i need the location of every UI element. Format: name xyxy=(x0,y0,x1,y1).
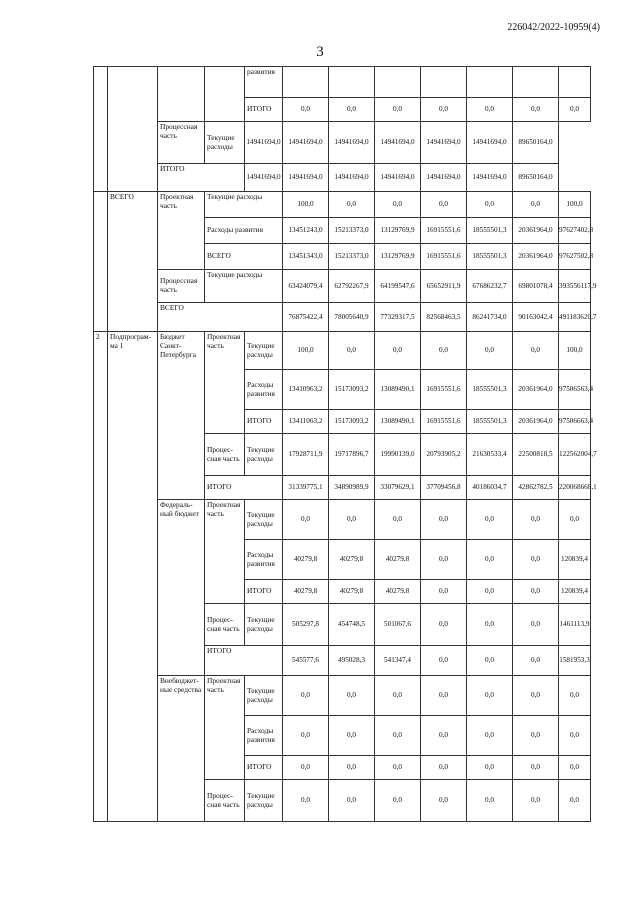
part-label: Процессная часть xyxy=(205,780,245,822)
value-cell: 0,0 xyxy=(513,780,559,822)
row-number: 2 xyxy=(94,332,108,822)
row-label: Текущие расходы xyxy=(245,332,283,370)
row-label: ИТОГО xyxy=(205,476,283,500)
value-cell: 0,0 xyxy=(421,716,467,756)
value-cell xyxy=(421,67,467,98)
cell-source-empty xyxy=(158,67,205,122)
value-cell: 0,0 xyxy=(467,780,513,822)
value-cell: 0,0 xyxy=(421,676,467,716)
value-cell: 13129769,9 xyxy=(375,218,421,244)
value-cell: 15213373,0 xyxy=(329,218,375,244)
value-cell: 13451343,0 xyxy=(283,244,329,270)
row-label: Текущие расходы xyxy=(245,780,283,822)
cell-num-empty xyxy=(94,67,108,192)
value-cell: 0,0 xyxy=(421,500,467,540)
value-cell: 65652911,9 xyxy=(421,270,467,303)
value-cell: 40279,8 xyxy=(329,540,375,580)
value-cell: 78005640,9 xyxy=(329,303,375,332)
value-cell: 14941694,0 xyxy=(245,122,283,164)
budget-table xyxy=(93,66,597,822)
page-number: 3 xyxy=(316,44,324,60)
part-label: Проектная часть xyxy=(158,192,205,270)
value-cell: 0,0 xyxy=(513,676,559,716)
value-cell: 40279,8 xyxy=(375,580,421,604)
value-cell: 454748,5 xyxy=(329,604,375,646)
value-cell: 0,0 xyxy=(467,500,513,540)
value-cell: 40186034,7 xyxy=(467,476,513,500)
value-cell: 0,0 xyxy=(375,192,421,218)
row-label: ИТОГО xyxy=(245,756,283,780)
value-cell: 120839,4 xyxy=(559,580,591,604)
program-label: Подпрограмма 1 xyxy=(108,332,158,822)
program-label: ВСЕГО xyxy=(108,192,158,332)
row-label: Текущие расходы xyxy=(205,122,245,164)
value-cell: 40279,8 xyxy=(329,580,375,604)
row-label: Текущие расходы xyxy=(205,270,283,303)
value-cell: 18555501,3 xyxy=(467,244,513,270)
value-cell: 122562004,7 xyxy=(559,434,591,476)
part-label: Процессная часть xyxy=(205,604,245,646)
value-cell: 64199547,6 xyxy=(375,270,421,303)
row-label: Текущие расходы xyxy=(245,604,283,646)
value-cell: 0,0 xyxy=(513,540,559,580)
part-label: Проектная часть xyxy=(205,332,245,434)
value-cell: 15173093,2 xyxy=(329,370,375,410)
value-cell: 18555501,3 xyxy=(467,410,513,434)
table-row xyxy=(94,67,591,98)
value-cell: 545577,6 xyxy=(283,646,329,676)
value-cell: 0,0 xyxy=(559,716,591,756)
value-cell: 0,0 xyxy=(283,676,329,716)
value-cell: 16915551,6 xyxy=(421,244,467,270)
value-cell xyxy=(513,67,559,98)
row-label: Текущие расходы xyxy=(205,192,283,218)
value-cell: 14941694,0 xyxy=(375,122,421,164)
value-cell: 14941694,0 xyxy=(283,164,329,192)
value-cell: 18555501,3 xyxy=(467,370,513,410)
value-cell: 0,0 xyxy=(283,716,329,756)
value-cell: 491183620,7 xyxy=(559,303,591,332)
value-cell: 0,0 xyxy=(421,332,467,370)
part-label: Процессная часть xyxy=(205,434,245,476)
table-row xyxy=(94,500,591,540)
value-cell: 0,0 xyxy=(421,780,467,822)
value-cell: 541347,4 xyxy=(375,646,421,676)
part-label: Процессная часть xyxy=(158,122,205,164)
value-cell xyxy=(467,67,513,98)
value-cell: 0,0 xyxy=(559,98,591,122)
part-label: Проектная часть xyxy=(205,676,245,780)
value-cell: 19717896,7 xyxy=(329,434,375,476)
value-cell: 0,0 xyxy=(467,192,513,218)
value-cell: 0,0 xyxy=(421,646,467,676)
value-cell: 495028,3 xyxy=(329,646,375,676)
row-label: Расходы развития xyxy=(245,540,283,580)
value-cell: 13089490,1 xyxy=(375,370,421,410)
value-cell: 0,0 xyxy=(375,780,421,822)
value-cell: 505297,8 xyxy=(283,604,329,646)
value-cell: 69801078,4 xyxy=(513,270,559,303)
value-cell: 13451243,0 xyxy=(283,218,329,244)
value-cell: 14941694,0 xyxy=(245,164,283,192)
value-cell: 0,0 xyxy=(513,332,559,370)
value-cell xyxy=(329,67,375,98)
value-cell: 100,0 xyxy=(559,192,591,218)
value-cell: 0,0 xyxy=(513,192,559,218)
table-row xyxy=(94,122,591,164)
value-cell: 393556117,9 xyxy=(559,270,591,303)
value-cell: 0,0 xyxy=(421,604,467,646)
table-body xyxy=(94,67,597,822)
value-cell: 34890989,9 xyxy=(329,476,375,500)
value-cell: 62792267,9 xyxy=(329,270,375,303)
value-cell: 15213373,0 xyxy=(329,244,375,270)
value-cell: 42862782,5 xyxy=(513,476,559,500)
table-row xyxy=(94,192,591,218)
part-label: Процессная часть xyxy=(158,270,205,303)
value-cell: 0,0 xyxy=(513,580,559,604)
value-cell: 97627502,8 xyxy=(559,244,591,270)
value-cell: 0,0 xyxy=(421,98,467,122)
value-cell: 0,0 xyxy=(467,756,513,780)
value-cell: 0,0 xyxy=(421,756,467,780)
value-cell: 0,0 xyxy=(283,756,329,780)
value-cell: 0,0 xyxy=(375,500,421,540)
value-cell: 0,0 xyxy=(467,332,513,370)
value-cell: 17928711,9 xyxy=(283,434,329,476)
value-cell: 19990139,0 xyxy=(375,434,421,476)
value-cell: 67686232,7 xyxy=(467,270,513,303)
value-cell: 90163042,4 xyxy=(513,303,559,332)
value-cell: 16915551,6 xyxy=(421,370,467,410)
row-label: ИТОГО xyxy=(158,164,245,192)
value-cell xyxy=(559,67,591,98)
value-cell: 77329317,5 xyxy=(375,303,421,332)
value-cell: 0,0 xyxy=(421,580,467,604)
row-label: ИТОГО xyxy=(245,580,283,604)
value-cell: 120839,4 xyxy=(559,540,591,580)
value-cell: 0,0 xyxy=(329,756,375,780)
value-cell: 0,0 xyxy=(513,500,559,540)
row-label: Расходы развития xyxy=(245,716,283,756)
row-label: ИТОГО xyxy=(245,98,283,122)
value-cell: 82568463,5 xyxy=(421,303,467,332)
cell-num-empty xyxy=(94,192,108,332)
row-label: Текущие расходы xyxy=(245,676,283,716)
value-cell: 0,0 xyxy=(375,98,421,122)
source-label: Внебюджетные средства xyxy=(158,676,205,822)
value-cell: 18555501,3 xyxy=(467,218,513,244)
value-cell: 0,0 xyxy=(513,716,559,756)
value-cell: 14941694,0 xyxy=(421,164,467,192)
value-cell: 33079629,1 xyxy=(375,476,421,500)
row-label: развития xyxy=(245,67,283,98)
value-cell: 220068668,1 xyxy=(559,476,591,500)
value-cell: 0,0 xyxy=(513,604,559,646)
value-cell: 15173093,2 xyxy=(329,410,375,434)
value-cell: 0,0 xyxy=(467,604,513,646)
row-label: ВСЕГО xyxy=(205,244,283,270)
table-row xyxy=(94,676,591,716)
value-cell: 0,0 xyxy=(559,676,591,716)
value-cell: 14941694,0 xyxy=(329,122,375,164)
table-row xyxy=(94,270,591,303)
value-cell: 0,0 xyxy=(513,98,559,122)
value-cell: 100,0 xyxy=(283,192,329,218)
value-cell: 0,0 xyxy=(467,98,513,122)
value-cell: 0,0 xyxy=(329,500,375,540)
cell-part-empty xyxy=(205,67,245,122)
part-label: Проектная часть xyxy=(205,500,245,604)
value-cell: 13411063,2 xyxy=(283,410,329,434)
source-label: Бюджет Санкт-Петербурга xyxy=(158,332,205,500)
value-cell: 97627402,8 xyxy=(559,218,591,244)
value-cell: 0,0 xyxy=(513,646,559,676)
value-cell: 0,0 xyxy=(329,98,375,122)
value-cell: 0,0 xyxy=(329,192,375,218)
table-row xyxy=(94,332,591,370)
value-cell: 0,0 xyxy=(283,780,329,822)
value-cell: 14941694,0 xyxy=(329,164,375,192)
row-label: ИТОГО xyxy=(205,646,283,676)
value-cell: 0,0 xyxy=(467,646,513,676)
row-label: Текущие расходы xyxy=(245,500,283,540)
value-cell: 14941694,0 xyxy=(375,164,421,192)
value-cell xyxy=(375,67,421,98)
value-cell: 14941694,0 xyxy=(421,122,467,164)
value-cell: 14941694,0 xyxy=(283,122,329,164)
value-cell: 0,0 xyxy=(421,540,467,580)
value-cell: 0,0 xyxy=(375,756,421,780)
value-cell: 63424079,4 xyxy=(283,270,329,303)
cell-program-empty xyxy=(108,67,158,192)
value-cell: 31339775,1 xyxy=(283,476,329,500)
row-label: Расходы развития xyxy=(205,218,283,244)
value-cell: 89650164,0 xyxy=(513,122,559,164)
value-cell: 0,0 xyxy=(467,580,513,604)
value-cell: 0,0 xyxy=(467,540,513,580)
source-label: Федеральный бюджет xyxy=(158,500,205,676)
row-label: Расходы развития xyxy=(245,370,283,410)
value-cell: 0,0 xyxy=(283,500,329,540)
value-cell: 0,0 xyxy=(329,676,375,716)
value-cell: 0,0 xyxy=(375,716,421,756)
row-label: Текущие расходы xyxy=(245,434,283,476)
value-cell: 0,0 xyxy=(559,500,591,540)
value-cell: 13129769,9 xyxy=(375,244,421,270)
value-cell: 40279,8 xyxy=(375,540,421,580)
value-cell: 16915551,6 xyxy=(421,218,467,244)
value-cell: 13089490,1 xyxy=(375,410,421,434)
value-cell: 13410963,2 xyxy=(283,370,329,410)
value-cell: 40279,8 xyxy=(283,580,329,604)
value-cell: 20361964,0 xyxy=(513,218,559,244)
value-cell: 37709456,8 xyxy=(421,476,467,500)
value-cell: 0,0 xyxy=(421,192,467,218)
value-cell: 0,0 xyxy=(513,756,559,780)
value-cell: 501067,6 xyxy=(375,604,421,646)
value-cell: 0,0 xyxy=(283,98,329,122)
row-label: ВСЕГО xyxy=(158,303,283,332)
value-cell: 1581953,3 xyxy=(559,646,591,676)
value-cell: 0,0 xyxy=(329,716,375,756)
value-cell: 14941694,0 xyxy=(467,164,513,192)
value-cell: 76875422,4 xyxy=(283,303,329,332)
row-label: ИТОГО xyxy=(245,410,283,434)
value-cell: 0,0 xyxy=(329,780,375,822)
table-row xyxy=(94,303,591,332)
value-cell: 100,0 xyxy=(559,332,591,370)
value-cell: 0,0 xyxy=(467,676,513,716)
value-cell: 21630533,4 xyxy=(467,434,513,476)
value-cell: 97506663,4 xyxy=(559,410,591,434)
value-cell: 0,0 xyxy=(375,676,421,716)
value-cell xyxy=(283,67,329,98)
document-number: 226042/2022-10959(4) xyxy=(507,22,600,33)
value-cell: 40279,8 xyxy=(283,540,329,580)
value-cell: 1461113,9 xyxy=(559,604,591,646)
value-cell: 20361964,0 xyxy=(513,244,559,270)
value-cell: 14941694,0 xyxy=(467,122,513,164)
value-cell: 0,0 xyxy=(329,332,375,370)
value-cell: 0,0 xyxy=(375,332,421,370)
value-cell: 89650164,0 xyxy=(513,164,559,192)
value-cell: 100,0 xyxy=(283,332,329,370)
value-cell: 0,0 xyxy=(559,780,591,822)
value-cell: 22500818,5 xyxy=(513,434,559,476)
value-cell: 97506563,4 xyxy=(559,370,591,410)
value-cell: 20793905,2 xyxy=(421,434,467,476)
value-cell: 16915551,6 xyxy=(421,410,467,434)
value-cell: 0,0 xyxy=(559,756,591,780)
value-cell: 86241734,0 xyxy=(467,303,513,332)
value-cell: 0,0 xyxy=(467,716,513,756)
table-row xyxy=(94,164,591,192)
value-cell: 20361964,0 xyxy=(513,370,559,410)
value-cell: 20361964,0 xyxy=(513,410,559,434)
